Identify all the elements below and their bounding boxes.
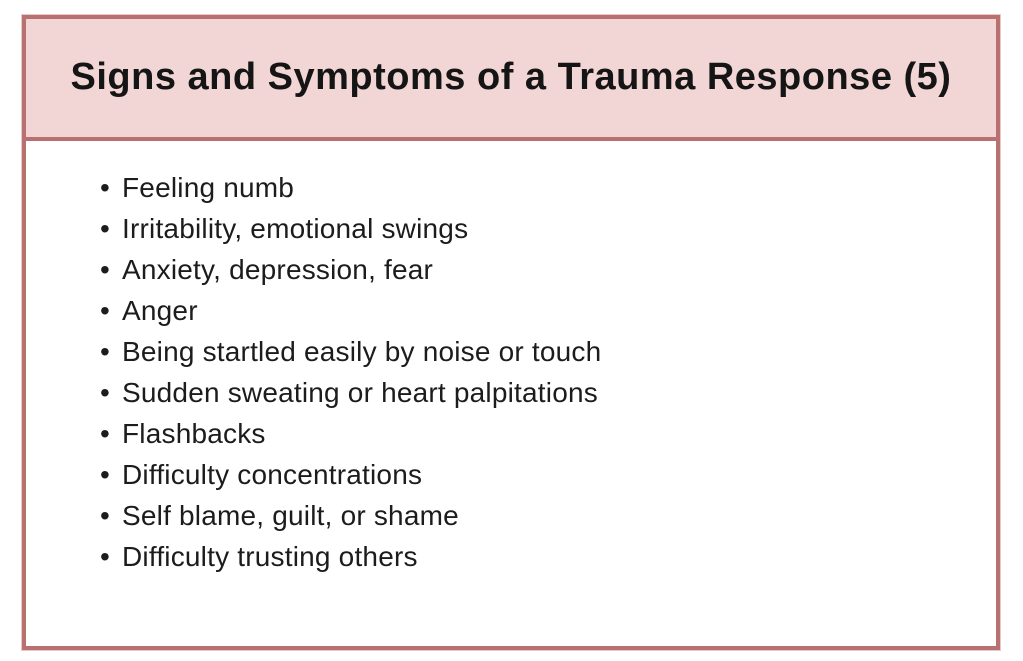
list-item-label: Flashbacks [122, 418, 266, 449]
bullet-icon: • [100, 500, 111, 531]
list-item [100, 249, 966, 290]
list-item-label: Anxiety, depression, fear [122, 254, 434, 285]
list-item [100, 454, 966, 495]
list-item-label: Feeling numb [122, 172, 295, 203]
list-item-label: Self blame, guilt, or shame [122, 500, 459, 531]
list-item-label: Irritability, emotional swings [122, 213, 469, 244]
bullet-icon: • [100, 541, 111, 572]
slide-body [26, 141, 996, 577]
bullet-icon: • [100, 418, 111, 449]
list-item-label: Being startled easily by noise or touch [122, 336, 602, 367]
bullet-icon: • [100, 336, 111, 367]
bullet-icon: • [100, 295, 111, 326]
list-item [100, 331, 966, 372]
list-item [100, 208, 966, 249]
list-item [100, 495, 966, 536]
list-item [100, 372, 966, 413]
list-item-label: Difficulty trusting others [122, 541, 418, 572]
list-item-label: Anger [122, 295, 198, 326]
bullet-icon: • [100, 377, 111, 408]
bullet-icon: • [100, 459, 111, 490]
page-title: Signs and Symptoms of a Trauma Response (5) [70, 56, 952, 99]
slide-header [26, 19, 996, 141]
list-item [100, 413, 966, 454]
slide-container [22, 15, 1000, 650]
list-item-label: Sudden sweating or heart palpitations [122, 377, 598, 408]
list-item-label: Difficulty concentrations [122, 459, 423, 490]
symptom-list [72, 167, 966, 577]
list-item [100, 290, 966, 331]
list-item [100, 536, 966, 577]
bullet-icon: • [100, 254, 111, 285]
bullet-icon: • [100, 213, 111, 244]
list-item [100, 167, 966, 208]
bullet-icon: • [100, 172, 111, 203]
